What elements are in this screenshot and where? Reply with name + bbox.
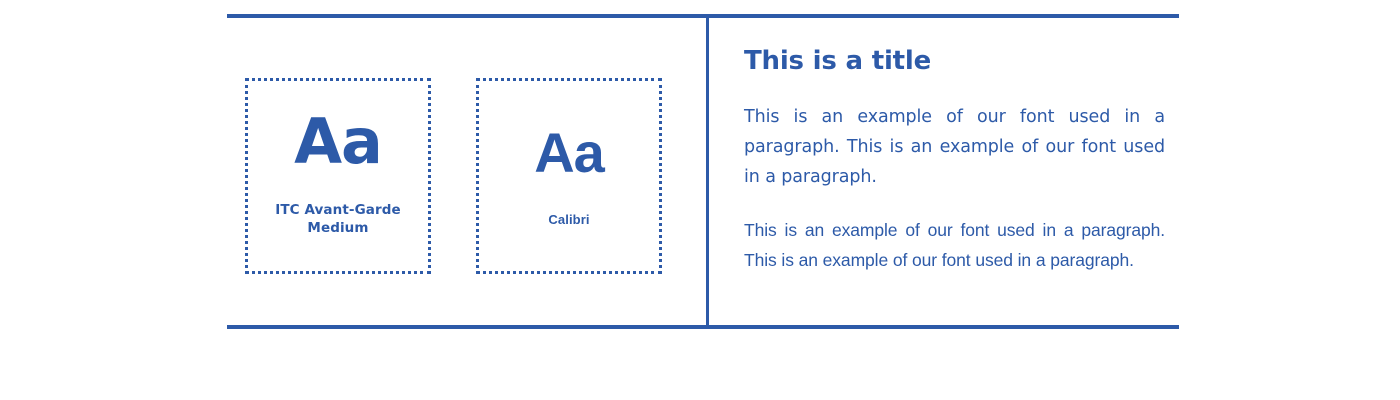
page-title: This is a title [744, 46, 932, 76]
sample-copy-block [744, 18, 1165, 325]
column-divider [706, 18, 709, 325]
font-specimen-card-secondary [476, 78, 662, 274]
specimen-label-secondary: Calibri [548, 212, 590, 228]
specimen-glyph-secondary: Aa [534, 121, 604, 185]
sample-paragraph-secondary: This is an example of our font used in a paragraph. This is an example of our font used in a paragraph. [744, 220, 1165, 271]
typography-board [227, 14, 1179, 329]
bottom-rule [227, 325, 1179, 329]
font-specimen-group [227, 18, 706, 325]
specimen-label-primary: ITC Avant-Garde Medium [275, 201, 401, 236]
specimen-glyph-primary: Aa [294, 104, 382, 178]
font-specimen-card-primary [245, 78, 431, 274]
sample-paragraph-primary: This is an example of our font used in a paragraph. This is an example of our font used in a paragraph. [744, 107, 1165, 188]
